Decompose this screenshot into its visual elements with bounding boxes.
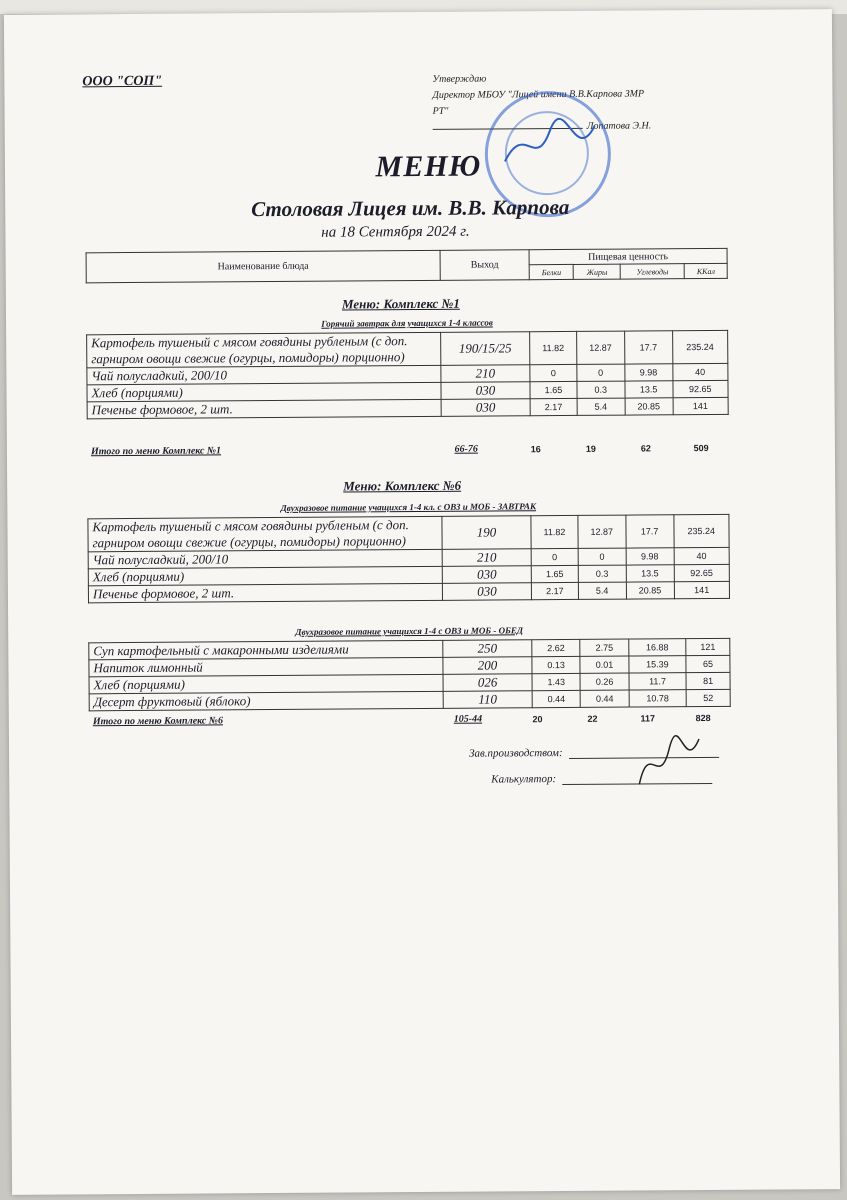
dish-fat: 0.3 <box>578 565 626 582</box>
dish-protein: 11.82 <box>530 331 577 364</box>
dish-protein: 0 <box>531 548 578 565</box>
dish-fat: 2.75 <box>580 639 628 656</box>
menu-document <box>4 9 840 1195</box>
dish-carbs: 13.5 <box>626 565 674 582</box>
dish-kcal: 235.24 <box>673 514 729 547</box>
dish-protein: 1.65 <box>530 381 577 398</box>
dish-output: 190/15/25 <box>441 332 530 366</box>
dish-kcal: 65 <box>686 655 730 672</box>
dish-kcal: 235.24 <box>672 330 728 363</box>
dish-name: Чай полусладкий, 200/10 <box>88 549 442 568</box>
dish-fat: 0.01 <box>580 656 628 673</box>
dish-fat: 12.87 <box>578 515 626 548</box>
dish-output: 030 <box>441 382 530 400</box>
complex1-total-row <box>87 442 729 457</box>
table-row <box>89 689 730 710</box>
header-dish-name: Наименование блюда <box>86 250 440 282</box>
header-carbs: Углеводы <box>620 264 684 279</box>
header-kcal: ККал <box>685 263 728 278</box>
dish-carbs: 20.85 <box>625 398 673 415</box>
approval-position: Директор МБОУ "Лицей имени В.В.Карпова ЗМР <box>432 88 645 101</box>
complex1-total-output: 66-76 <box>454 443 478 455</box>
header-fat: Жиры <box>574 264 621 279</box>
table-row <box>88 514 729 551</box>
complex6-breakfast-table <box>87 514 730 603</box>
header-protein: Белки <box>529 264 574 279</box>
complex1-total-kcal: 509 <box>693 442 709 453</box>
dish-name: Печенье формовое, 2 шт. <box>88 583 442 602</box>
approval-position-cont: РТ" <box>432 105 449 117</box>
dish-carbs: 10.78 <box>629 690 687 707</box>
dish-name: Хлеб (порциями) <box>87 382 441 401</box>
dish-kcal: 141 <box>673 397 729 414</box>
menu-date: на 18 Сентября 2024 г. <box>321 223 470 241</box>
dish-output: 210 <box>441 365 530 383</box>
complex6-total-row <box>89 712 731 727</box>
header-nutrition: Пищевая ценность <box>529 248 727 264</box>
dish-fat: 0.3 <box>577 381 625 398</box>
dish-name: Десерт фруктовый (яблоко) <box>89 691 443 710</box>
complex6-total-fat: 22 <box>587 713 598 724</box>
dish-fat: 0 <box>577 364 625 381</box>
complex1-total-label: Итого по меню Комплекс №1 <box>90 445 222 458</box>
dish-name: Хлеб (порциями) <box>89 674 443 693</box>
dish-output: 026 <box>443 674 532 692</box>
manager-signature <box>629 734 709 795</box>
section-title-complex6: Меню: Комплекс №6 <box>343 477 462 494</box>
dish-protein: 1.65 <box>531 565 578 582</box>
complex1-total-carbs: 62 <box>640 442 651 453</box>
header-output: Выход <box>440 250 529 281</box>
complex6-total-output: 105-44 <box>453 713 483 725</box>
dish-output: 250 <box>443 640 532 658</box>
table-header <box>86 248 728 283</box>
calculator-label: Калькулятор: <box>491 773 557 786</box>
complex1-table <box>86 330 729 419</box>
dish-fat: 12.87 <box>576 331 624 364</box>
dish-name: Картофель тушеный с мясом говядины рубленым (с доп. гарниром овощи свежие (огурцы, помидоры) порционно) <box>87 332 441 367</box>
dish-carbs: 20.85 <box>626 582 674 599</box>
dish-kcal: 81 <box>686 672 730 689</box>
complex1-total-fat: 19 <box>585 443 596 454</box>
dish-kcal: 52 <box>686 689 730 706</box>
dish-protein: 0 <box>530 364 577 381</box>
dish-kcal: 40 <box>674 547 730 564</box>
dish-output: 190 <box>442 516 531 550</box>
page-subtitle: Столовая Лицея им. В.В. Карпова <box>251 194 570 222</box>
dish-fat: 0.26 <box>580 673 628 690</box>
dish-carbs: 17.7 <box>624 331 672 364</box>
complex6-lunch-table <box>88 638 730 711</box>
table-row <box>88 581 729 602</box>
dish-output: 210 <box>442 549 531 567</box>
production-manager-label: Зав.производством: <box>469 747 563 760</box>
dish-kcal: 141 <box>674 581 730 598</box>
dish-output: 200 <box>443 657 532 675</box>
complex6-total-kcal: 828 <box>695 712 711 723</box>
dish-name: Печенье формовое, 2 шт. <box>87 399 441 418</box>
organization-name: ООО "СОП" <box>82 73 163 90</box>
group-title-complex1: Горячий завтрак для учащихся 1-4 классов <box>321 317 493 329</box>
dish-carbs: 15.39 <box>629 656 687 673</box>
complex6-total-protein: 20 <box>532 713 543 724</box>
dish-name: Суп картофельный с макаронными изделиями <box>89 640 443 659</box>
table-row <box>87 397 728 418</box>
dish-protein: 0.44 <box>532 690 580 707</box>
group-title-lunch: Двухразовое питание учащихся 1-4 с ОВЗ и МОБ - ОБЕД <box>295 625 524 637</box>
dish-kcal: 92.65 <box>674 564 730 581</box>
dish-kcal: 92.65 <box>672 380 728 397</box>
dish-protein: 2.17 <box>531 582 578 599</box>
dish-name: Картофель тушеный с мясом говядины рубленым (с доп. гарниром овощи свежие (огурцы, помидоры) порционно) <box>88 516 442 551</box>
dish-output: 030 <box>442 583 531 601</box>
dish-carbs: 17.7 <box>626 515 674 548</box>
dish-fat: 5.4 <box>578 582 626 599</box>
approval-signer: Лопатова Э.Н. <box>586 120 652 132</box>
dish-kcal: 121 <box>686 638 730 655</box>
dish-output: 030 <box>442 566 531 584</box>
dish-output: 030 <box>441 399 530 417</box>
dish-protein: 0.13 <box>532 656 580 673</box>
section-title-complex1: Меню: Комплекс №1 <box>341 295 460 312</box>
complex6-total-carbs: 117 <box>640 712 655 723</box>
complex6-total-label: Итого по меню Комплекс №6 <box>92 715 223 728</box>
dish-name: Чай полусладкий, 200/10 <box>87 365 441 384</box>
dish-protein: 1.43 <box>532 673 580 690</box>
dish-carbs: 9.98 <box>626 548 674 565</box>
dish-name: Хлеб (порциями) <box>88 566 442 585</box>
dish-protein: 2.62 <box>532 639 580 656</box>
dish-carbs: 11.7 <box>629 673 687 690</box>
dish-fat: 0.44 <box>580 690 628 707</box>
dish-protein: 2.17 <box>530 398 577 415</box>
dish-fat: 0 <box>578 548 626 565</box>
complex1-total-protein: 16 <box>530 443 541 454</box>
approval-title: Утверждаю <box>432 73 487 85</box>
dish-carbs: 9.98 <box>625 364 673 381</box>
page-title: МЕНЮ <box>375 149 482 184</box>
dish-carbs: 16.88 <box>628 639 686 656</box>
dish-protein: 11.82 <box>531 515 578 548</box>
dish-kcal: 40 <box>672 363 728 380</box>
dish-carbs: 13.5 <box>625 381 673 398</box>
dish-fat: 5.4 <box>577 398 625 415</box>
table-row <box>87 330 728 367</box>
dish-output: 110 <box>443 691 532 709</box>
dish-name: Напиток лимонный <box>89 657 443 676</box>
group-title-breakfast: Двухразовое питание учащихся 1-4 кл. с ОВЗ и МОБ - ЗАВТРАК <box>280 501 537 513</box>
